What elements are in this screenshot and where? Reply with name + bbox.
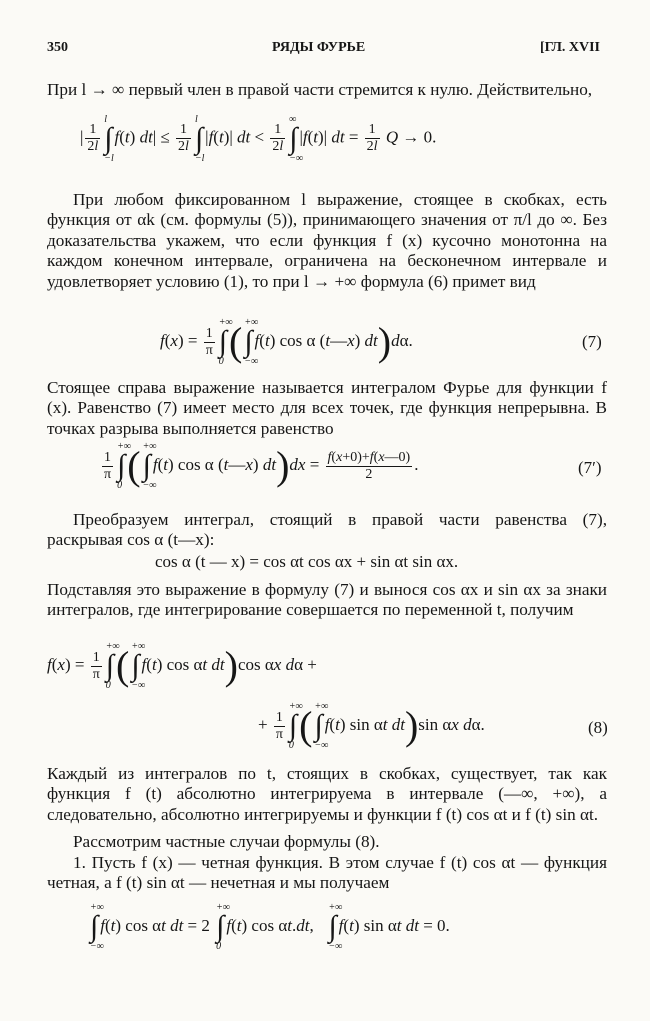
equation-7-prime: $\frac{1}{\pi}$ +∞ ∫ 0 ( +∞ ∫ −∞ f(t) cos α (t—x) dt)dx = $\frac{f(x+0)+f(x—0)}{2}$ . <box>104 441 419 491</box>
equation-8-number: (8) <box>588 718 608 737</box>
paragraph-7: Рассмотрим частные случаи формулы (8). <box>73 832 380 851</box>
paragraph-2: При любом фиксированном l выражение, стоящее в скобках, есть функция от αk (см. формулы (5)), принимающего значения от π/l до ∞. Без доказательства укажем, что если функция f (x) кусочно монотонна на каждом конечном интервале, ограничена на бесконечном интервале и удовлетворяет условию (1), то при l → +∞ формула (6) примет вид <box>47 190 607 291</box>
equation-7: f(x) = $\frac{1}{\pi}$ +∞ ∫ 0 ( +∞ ∫ −∞ f(t) cos α (t—x) dt)dα. <box>160 317 413 367</box>
page-number: 350 <box>47 40 68 55</box>
paragraph-4: Преобразуем интеграл, стоящий в правой части равенства (7), раскрывая cos α (t—x): <box>47 510 607 550</box>
equation-8-line-2: + $\frac{1}{\pi}$ +∞ ∫ 0 ( +∞ ∫ −∞ f(t) sin αt dt)sin αx dα. <box>258 701 485 751</box>
cos-expansion-equation: cos α (t — x) = cos αt cos αx + sin αt sin αx. <box>155 552 459 571</box>
paragraph-6: Каждый из интегралов по t, стоящих в скобках, существует, так как функция f (t) абсолютно интегрируема в интервале (—∞, +∞), а следовательно, абсолютно интегрируемы и функции f (t) cos αt и f (t) sin αt. <box>47 764 607 824</box>
equation-7-prime-number: (7′) <box>578 458 602 477</box>
running-title: РЯДЫ ФУРЬЕ <box>272 40 366 55</box>
even-function-equation: +∞ ∫ −∞ f(t) cos αt dt = 2 +∞ ∫ 0 f(t) cos αt.dt, +∞ ∫ −∞ f(t) sin αt dt = 0. <box>90 902 450 952</box>
equation-7-number: (7) <box>582 332 602 351</box>
paragraph-8: 1. Пусть f (x) — четная функция. В этом случае f (t) cos αt — функция четная, а f (t) sin αt — нечетная и мы получаем <box>47 853 607 893</box>
inequality-formula: | $\frac{1}{2l}$ l ∫ −l f(t) dt| ≤ $\frac{1}{2l}$ l ∫ −l |f(t)| dt < $\frac{1}{2l}$ ∞ ∫ −∞ |f(t)| dt = $\frac{1}{2l}$ Q → 0. <box>80 113 437 164</box>
page-header <box>0 40 650 60</box>
paragraph-1: При l → ∞ первый член в правой части стремится к нулю. Действительно, <box>47 80 593 99</box>
paragraph-3: Стоящее справа выражение называется интегралом Фурье для функции f (x). Равенство (7) имеет место для всех точек, где функция непрерывна. В точках разрыва выполняется равенство <box>47 378 607 438</box>
chapter-label: [ГЛ. XVII <box>540 40 601 55</box>
equation-8-line-1: f(x) = $\frac{1}{\pi}$ +∞ ∫ 0 ( +∞ ∫ −∞ f(t) cos αt dt)cos αx dα + <box>47 641 317 691</box>
paragraph-5: Подставляя это выражение в формулу (7) и вынося cos αx и sin αx за знаки интегралов, где интегрирование совершается по переменной t, получим <box>47 580 607 620</box>
